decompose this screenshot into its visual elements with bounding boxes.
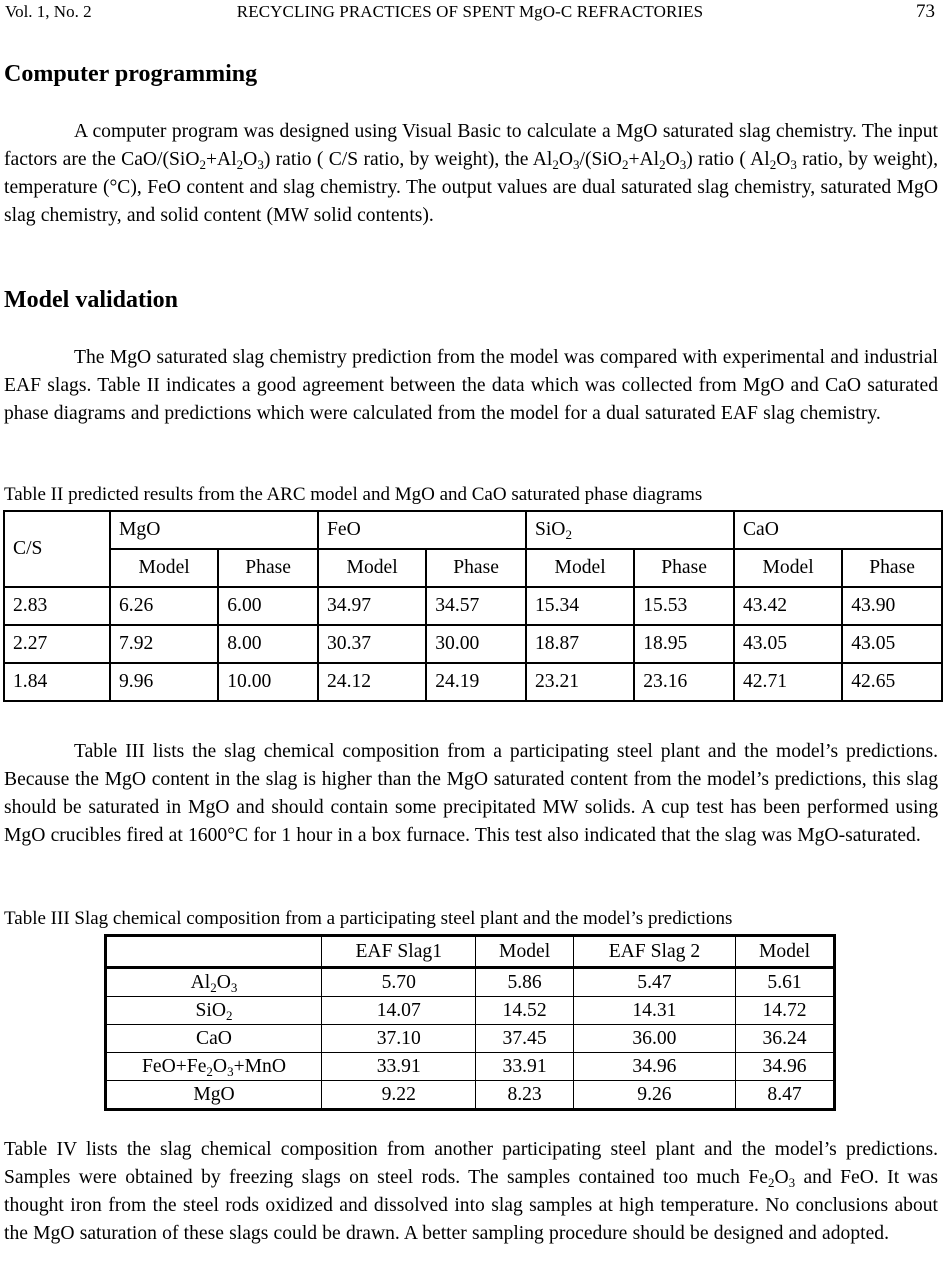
volume-label: Vol. 1, No. 2 [5,2,92,21]
table2-cell: 6.00 [218,587,318,625]
table3-cell: 9.22 [322,1081,476,1110]
table2-cell: 43.42 [734,587,842,625]
table2-cell: 34.97 [318,587,426,625]
table2-group-mgo: MgO [110,511,318,549]
paragraph-table3-discussion: Table III lists the slag chemical composition from a participating steel plant and the model’s predictions. Because the MgO content in the slag is higher than the MgO saturated content from the model’s predictions, this slag should be saturated in MgO and should contain some precipitated MW solids. A cup test has been performed using MgO crucibles fired at 1600°C for 1 hour in a box furnace. This test also indicated that the slag was MgO-saturated. [4,741,938,846]
table2-cell: 1.84 [4,663,110,701]
table3-cell: 9.26 [573,1081,735,1110]
table3-header: EAF Slag 2 [573,936,735,968]
table2-subheader: Phase [634,549,734,587]
paragraph-model-validation: The MgO saturated slag chemistry prediction from the model was compared with experimental and industrial EAF slags. Table II indicates a good agreement between the data which was collected from MgO and CaO saturated phase diagrams and predictions which were calculated from the model for a dual saturated EAF slag chemistry. [4,347,938,424]
table3-cell: 5.61 [736,968,835,997]
table3-row-label: $Al_2O_3$ [106,968,322,997]
table2-cell: 24.19 [426,663,526,701]
table2-cell: 30.00 [426,625,526,663]
table3-cell: 5.70 [322,968,476,997]
table2-subheader: Phase [426,549,526,587]
table2-group-cao: CaO [734,511,942,549]
table3-cell: 36.24 [736,1025,835,1053]
table2-cell: 15.53 [634,587,734,625]
table-2 [3,510,943,702]
table2-cell: 42.65 [842,663,942,701]
table2-row [4,625,942,663]
table2-cell: 2.27 [4,625,110,663]
table2-row [4,663,942,701]
table2-cell: 24.12 [318,663,426,701]
table3-row-label: CaO [106,1025,322,1053]
table2-cell: 18.95 [634,625,734,663]
page-number: 73 [916,1,935,22]
table3-cell: 34.96 [736,1053,835,1081]
table3-row-label: $FeO+Fe_2O_3+MnO$ [106,1053,322,1081]
table2-group-header-row [4,511,942,549]
table3-row-mgo [106,1081,835,1110]
heading-model-validation: Model validation [4,287,179,313]
table2-subheader: Model [318,549,426,587]
table2-group-sio2: SiO$_2$ [526,511,734,549]
table2-cell: 23.16 [634,663,734,701]
table-3 [104,934,836,1111]
table3-row-al2o3 [106,968,835,997]
paragraph-table4-discussion: Table IV lists the slag chemical composition from another participating steel plant and the model’s predictions. Samples were obtained by freezing slags on steel rods. The samples contained too much $Fe_2O_3$ and FeO. It was thought iron from the steel rods oxidized and dissolved into slag samples at high temperature. No conclusions about the MgO saturation of these slags could be drawn. A better sampling procedure should be designed and adopted. [4,1139,938,1244]
table2-subheader: Phase [842,549,942,587]
table3-cell: 14.52 [476,997,573,1025]
table3-cell: 5.47 [573,968,735,997]
heading-computer-programming: Computer programming [4,61,258,87]
table2-cell: 15.34 [526,587,634,625]
table3-header-blank [106,936,322,968]
table2-caption: Table II predicted results from the ARC model and MgO and CaO saturated phase diagrams [4,484,703,505]
table3-header-row [106,936,835,968]
table2-cell: 7.92 [110,625,218,663]
table2-subheader-row [4,549,942,587]
table2-cell: 43.90 [842,587,942,625]
table2-cell: 9.96 [110,663,218,701]
table3-cell: 37.10 [322,1025,476,1053]
table3-header: Model [476,936,573,968]
running-header [5,2,935,22]
table3-header: Model [736,936,835,968]
table3-header: EAF Slag1 [322,936,476,968]
table2-cell: 8.00 [218,625,318,663]
table3-cell: 14.07 [322,997,476,1025]
table3-caption: Table III Slag chemical composition from a participating steel plant and the model’s predictions [4,908,733,929]
table3-cell: 34.96 [573,1053,735,1081]
table3-cell: 36.00 [573,1025,735,1053]
table2-cell: 43.05 [842,625,942,663]
table2-subheader: Model [110,549,218,587]
table2-cell: 18.87 [526,625,634,663]
table3-cell: 5.86 [476,968,573,997]
table2-cell: 23.21 [526,663,634,701]
table2-subheader: Model [526,549,634,587]
table3-cell: 33.91 [476,1053,573,1081]
table2-cell: 10.00 [218,663,318,701]
table3-cell: 14.72 [736,997,835,1025]
table3-cell: 8.47 [736,1081,835,1110]
table3-row-cao [106,1025,835,1053]
table3-cell: 14.31 [573,997,735,1025]
table3-row-sio2 [106,997,835,1025]
table2-cs-header: C/S [4,511,110,587]
table2-cell: 6.26 [110,587,218,625]
table2-cell: 34.57 [426,587,526,625]
table3-row-label: SiO$_2$ [106,997,322,1025]
table2-subheader: Phase [218,549,318,587]
table3-row-label: MgO [106,1081,322,1110]
table3-cell: 33.91 [322,1053,476,1081]
table2-group-feo: FeO [318,511,526,549]
table2-cell: 43.05 [734,625,842,663]
table3-row-feo [106,1053,835,1081]
journal-running-title: RECYCLING PRACTICES OF SPENT MgO-C REFRACTORIES [236,2,704,21]
paragraph-computer-programming: A computer program was designed using Visual Basic to calculate a MgO saturated slag chemistry. The input factors are the CaO/$(SiO_2+Al_2O_3)$ ratio ( C/S ratio, by weight), the $Al_2O_3/(SiO_2+Al_2O_3)$ ratio ( $Al_2O_3$ ratio, by weight), temperature (°C), FeO content and slag chemistry. The output values are dual saturated slag chemistry, saturated MgO slag chemistry, and solid content (MW solid contents). [4,121,938,226]
table2-cell: 30.37 [318,625,426,663]
table2-cell: 42.71 [734,663,842,701]
table3-cell: 8.23 [476,1081,573,1110]
table2-subheader: Model [734,549,842,587]
table2-row [4,587,942,625]
table3-cell: 37.45 [476,1025,573,1053]
table2-cell: 2.83 [4,587,110,625]
